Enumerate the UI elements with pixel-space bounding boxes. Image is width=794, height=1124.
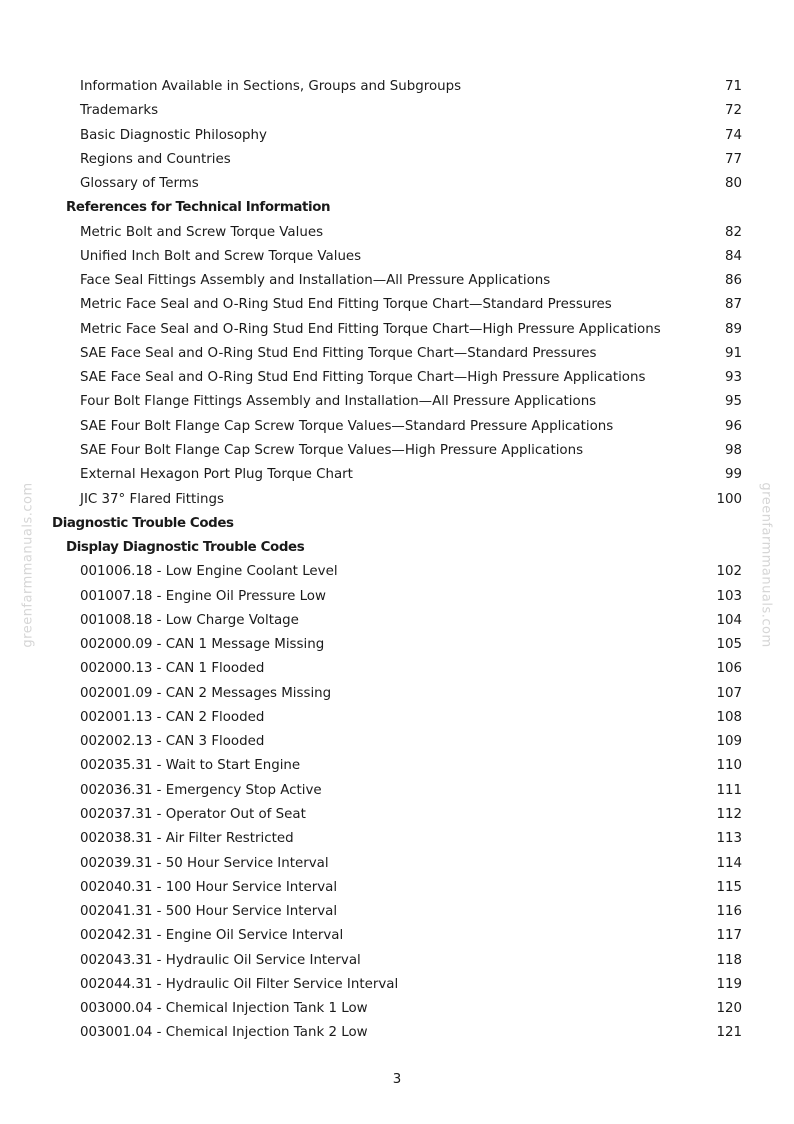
toc-entry-page: 93 [724, 370, 742, 386]
toc-entry[interactable] [0, 754, 794, 778]
toc-entry-title: 002044.31 - Hydraulic Oil Filter Service Interval [80, 976, 399, 992]
toc-entry-title: 001006.18 - Low Engine Coolant Level [80, 564, 338, 580]
toc-entry-title: Basic Diagnostic Philosophy [80, 127, 267, 143]
toc-entry[interactable] [0, 75, 794, 99]
toc-entry[interactable] [0, 585, 794, 609]
toc-entry-title: Glossary of Terms [80, 176, 199, 192]
toc-entry[interactable] [0, 172, 794, 196]
toc-entry[interactable] [0, 560, 794, 584]
toc-entry[interactable] [0, 439, 794, 463]
toc-entry-page: 118 [716, 952, 742, 968]
toc-entry-page: 98 [724, 442, 742, 458]
toc-entry-title: SAE Four Bolt Flange Cap Screw Torque Values—High Pressure Applications [80, 442, 584, 458]
toc-entry-title: 002041.31 - 500 Hour Service Interval [80, 904, 338, 920]
toc-entry[interactable] [0, 1021, 794, 1045]
toc-entry-title: Diagnostic Trouble Codes [52, 515, 234, 531]
toc-entry-title: References for Technical Information [66, 200, 331, 216]
toc-entry[interactable] [0, 245, 794, 269]
toc-entry-title: Metric Face Seal and O-Ring Stud End Fitting Torque Chart—High Pressure Applications [80, 321, 661, 337]
toc-entry-page: 107 [716, 685, 742, 701]
toc-entry[interactable] [0, 657, 794, 681]
toc-entry-title: Four Bolt Flange Fittings Assembly and Installation—All Pressure Applications [80, 394, 597, 410]
toc-entry-page: 116 [716, 904, 742, 920]
toc-entry-title: 002001.09 - CAN 2 Messages Missing [80, 685, 332, 701]
toc-section-heading[interactable] [0, 512, 794, 536]
toc-entry[interactable] [0, 973, 794, 997]
toc-entry[interactable] [0, 730, 794, 754]
toc-entry-page: 95 [724, 394, 742, 410]
toc-entry-page: 91 [724, 345, 742, 361]
toc-entry-title: 002035.31 - Wait to Start Engine [80, 758, 301, 774]
toc-entry[interactable] [0, 124, 794, 148]
toc-entry[interactable] [0, 390, 794, 414]
toc-subsection-heading[interactable] [0, 536, 794, 560]
toc-entry-page: 77 [724, 151, 742, 167]
toc-entry-page: 119 [716, 976, 742, 992]
toc-entry-page: 106 [716, 661, 742, 677]
toc-entry-title: 002040.31 - 100 Hour Service Interval [80, 879, 338, 895]
toc-entry-title: 002043.31 - Hydraulic Oil Service Interval [80, 952, 361, 968]
toc-entry[interactable] [0, 318, 794, 342]
toc-entry[interactable] [0, 997, 794, 1021]
toc-entry-title: Information Available in Sections, Groups and Subgroups [80, 79, 462, 94]
toc-entry[interactable] [0, 342, 794, 366]
toc-entry-page: 96 [724, 418, 742, 434]
toc-entry-title: 001007.18 - Engine Oil Pressure Low [80, 588, 326, 604]
toc-entry[interactable] [0, 463, 794, 487]
toc-entry-title: Regions and Countries [80, 151, 231, 167]
toc-entry-page: 99 [724, 467, 742, 483]
toc-entry[interactable] [0, 415, 794, 439]
toc-entry-page: 113 [716, 831, 742, 847]
toc-entry[interactable] [0, 99, 794, 123]
toc-entry-page: 80 [724, 176, 742, 192]
toc-entry-page: 105 [716, 637, 742, 653]
toc-entry[interactable] [0, 900, 794, 924]
toc-entry-title: Metric Bolt and Screw Torque Values [80, 224, 324, 240]
toc-entry-title: 001008.18 - Low Charge Voltage [80, 612, 299, 628]
toc-entry[interactable] [0, 706, 794, 730]
toc-subsection-heading[interactable] [0, 196, 794, 220]
toc-entry-title: 002000.09 - CAN 1 Message Missing [80, 637, 325, 653]
toc-entry-page: 120 [716, 1001, 742, 1017]
toc-entry-title: 002037.31 - Operator Out of Seat [80, 806, 306, 822]
page-number: 3 [392, 1072, 402, 1087]
toc-entry-title: 002042.31 - Engine Oil Service Interval [80, 928, 344, 944]
toc-entry-page: 103 [716, 588, 742, 604]
toc-entry[interactable] [0, 779, 794, 803]
toc-entry-page: 108 [716, 709, 742, 725]
toc-entry[interactable] [0, 488, 794, 512]
toc-entry-title: SAE Face Seal and O-Ring Stud End Fitting Torque Chart—High Pressure Applications [80, 370, 646, 386]
toc-entry-title: JIC 37° Flared Fittings [80, 491, 224, 507]
table-of-contents [0, 75, 794, 1046]
toc-entry-page: 100 [716, 491, 742, 507]
toc-entry-title: SAE Four Bolt Flange Cap Screw Torque Values—Standard Pressure Applications [80, 418, 614, 434]
toc-entry-page: 82 [724, 224, 742, 240]
toc-entry-page: 89 [724, 321, 742, 337]
toc-entry[interactable] [0, 366, 794, 390]
toc-entry[interactable] [0, 633, 794, 657]
toc-entry-title: 002001.13 - CAN 2 Flooded [80, 709, 265, 725]
toc-entry-page: 86 [724, 273, 742, 289]
toc-entry[interactable] [0, 924, 794, 948]
toc-entry[interactable] [0, 609, 794, 633]
toc-entry-page: 109 [716, 734, 742, 750]
toc-entry[interactable] [0, 221, 794, 245]
toc-entry-page: 117 [716, 928, 742, 944]
toc-entry-page: 84 [724, 248, 742, 264]
toc-entry-page: 115 [716, 879, 742, 895]
toc-entry-page: 112 [716, 806, 742, 822]
toc-entry-title: 002002.13 - CAN 3 Flooded [80, 734, 265, 750]
watermark-left: greenfarmmanuals.com [20, 482, 36, 648]
toc-entry[interactable] [0, 827, 794, 851]
toc-entry[interactable] [0, 148, 794, 172]
toc-entry-title: Display Diagnostic Trouble Codes [66, 540, 305, 556]
toc-entry-title: 002038.31 - Air Filter Restricted [80, 831, 294, 847]
toc-entry-title: 002000.13 - CAN 1 Flooded [80, 661, 265, 677]
toc-entry[interactable] [0, 293, 794, 317]
toc-entry[interactable] [0, 682, 794, 706]
watermark-right: greenfarmmanuals.com [758, 482, 774, 648]
toc-entry[interactable] [0, 949, 794, 973]
toc-entry[interactable] [0, 852, 794, 876]
toc-entry-page: 114 [716, 855, 742, 871]
toc-entry[interactable] [0, 803, 794, 827]
toc-entry-title: 002039.31 - 50 Hour Service Interval [80, 855, 329, 871]
toc-entry-page: 110 [716, 758, 742, 774]
toc-entry-title: SAE Face Seal and O-Ring Stud End Fitting Torque Chart—Standard Pressures [80, 345, 597, 361]
toc-entry-title: 003000.04 - Chemical Injection Tank 1 Low [80, 1001, 368, 1017]
toc-entry-title: Metric Face Seal and O-Ring Stud End Fitting Torque Chart—Standard Pressures [80, 297, 612, 313]
toc-entry-page: 87 [724, 297, 742, 313]
toc-entry[interactable] [0, 269, 794, 293]
toc-entry-page: 102 [716, 564, 742, 580]
toc-entry-page: 104 [716, 612, 742, 628]
toc-entry-title: 003001.04 - Chemical Injection Tank 2 Low [80, 1025, 368, 1041]
toc-entry-title: External Hexagon Port Plug Torque Chart [80, 467, 353, 483]
toc-entry-page: 72 [724, 103, 742, 119]
toc-entry-title: Trademarks [80, 103, 159, 119]
toc-entry[interactable] [0, 876, 794, 900]
toc-entry-page: 74 [724, 127, 742, 143]
toc-entry-title: Unified Inch Bolt and Screw Torque Values [80, 248, 362, 264]
toc-entry-page: 111 [716, 782, 742, 798]
toc-entry-title: Face Seal Fittings Assembly and Installation—All Pressure Applications [80, 273, 551, 289]
toc-entry-page: 71 [724, 79, 742, 94]
toc-entry-title: 002036.31 - Emergency Stop Active [80, 782, 322, 798]
toc-entry-page: 121 [716, 1025, 742, 1041]
